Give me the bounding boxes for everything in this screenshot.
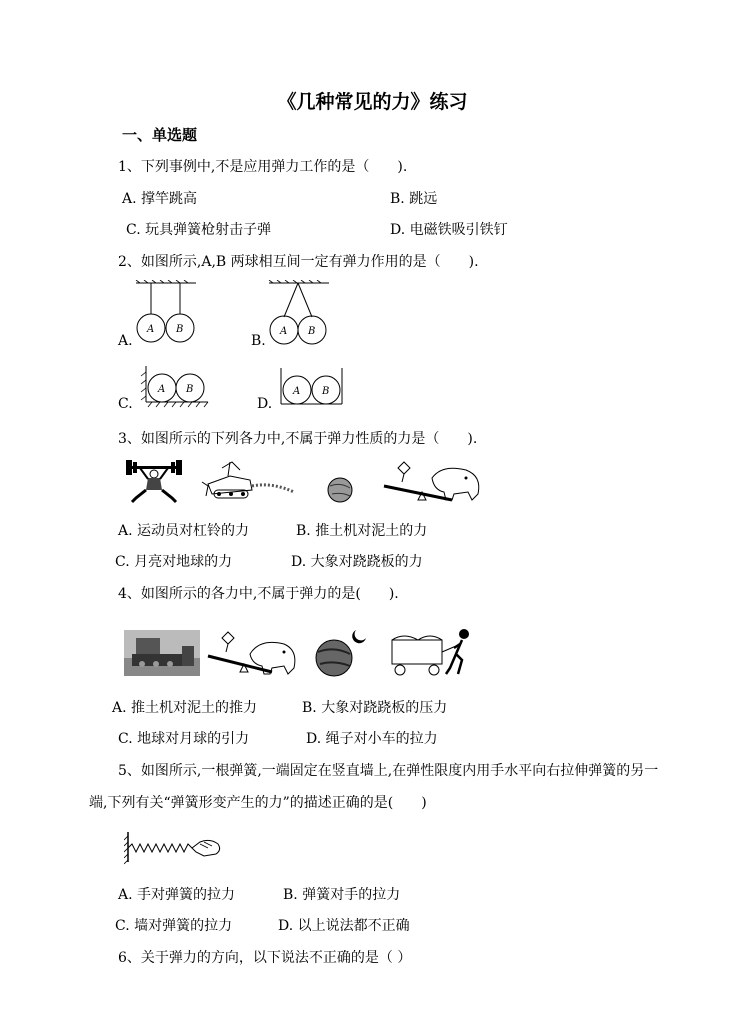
q2-label-c: C. — [118, 396, 133, 412]
weightlifter-icon — [126, 460, 182, 502]
q1-option-a: A. 撑竿跳高 — [122, 191, 198, 207]
question-3-stem: 3、如图所示的下列各力中,不属于弹力性质的力是（ ). — [118, 431, 478, 447]
question-1-stem: 1、下列事例中,不是应用弹力工作的是（ ). — [118, 159, 408, 175]
ball-a-label: A — [147, 324, 155, 335]
bulldozer-photo-icon — [124, 630, 200, 676]
q5-option-a: A. 手对弹簧的拉力 — [118, 887, 236, 903]
q1-option-b: B. 跳远 — [390, 191, 438, 207]
q5-spring-figure — [124, 828, 224, 868]
elephant-seesaw-icon — [384, 462, 479, 500]
q3-option-a: A. 运动员对杠铃的力 — [118, 523, 250, 539]
boy-pulling-cart-icon — [392, 629, 469, 675]
ball-b-label: B — [322, 386, 330, 397]
page-title: 《几种常见的力》练习 — [277, 91, 468, 113]
q2-figure-c — [140, 364, 212, 408]
q4-option-c: C. 地球对月球的引力 — [118, 731, 250, 747]
earth-moon-icon — [328, 464, 362, 502]
question-4-stem: 4、如图所示的各力中,不属于弹力的是( ). — [118, 586, 399, 602]
elephant-seesaw-icon — [208, 632, 295, 674]
q4-illustrations — [122, 620, 482, 680]
q4-option-d: D. 绳子对小车的拉力 — [306, 731, 438, 747]
ball-b-label: B — [186, 384, 194, 395]
q1-option-c: C. 玩具弹簧枪射击子弹 — [126, 222, 272, 238]
q5-option-b: B. 弹簧对手的拉力 — [283, 887, 401, 903]
q5-option-c: C. 墙对弹簧的拉力 — [115, 918, 233, 934]
question-6-stem: 6、关于弹力的方向，以下说法不正确的是（ ） — [118, 950, 412, 966]
q2-figure-b — [265, 280, 335, 346]
q2-label-b: B. — [251, 333, 266, 349]
q4-option-a: A. 推土机对泥土的推力 — [112, 700, 258, 716]
ball-a-label: A — [293, 386, 301, 397]
q2-label-d: D. — [257, 396, 273, 412]
ball-b-label: B — [176, 324, 184, 335]
q5-option-d: D. 以上说法都不正确 — [278, 918, 410, 934]
q3-option-d: D. 大象对跷跷板的力 — [291, 554, 423, 570]
q3-option-c: C. 月亮对地球的力 — [115, 554, 233, 570]
q2-figure-a — [134, 280, 204, 346]
question-5-stem-line1: 5、如图所示,一根弹簧,一端固定在竖直墙上,在弹性限度内用手水平向右拉伸弹簧的另一 — [118, 763, 659, 779]
q4-option-b: B. 大象对跷跷板的压力 — [302, 700, 448, 716]
q2-figure-d — [278, 364, 346, 408]
q2-label-a: A. — [118, 333, 133, 349]
question-5-stem-line2: 端,下列有关“弹簧形变产生的力”的描述正确的是( ) — [89, 795, 427, 811]
section-heading: 一、单选题 — [122, 126, 198, 144]
ball-b-label: B — [308, 326, 316, 337]
earth-moon-icon — [316, 630, 366, 676]
q3-illustrations — [122, 456, 494, 506]
bulldozer-icon — [202, 462, 294, 498]
q3-option-b: B. 推土机对泥土的力 — [296, 523, 428, 539]
question-2-stem: 2、如图所示,A,B 两球相互间一定有弹力作用的是（ ). — [118, 254, 479, 270]
q1-option-d: D. 电磁铁吸引铁钉 — [390, 222, 508, 238]
ball-a-label: A — [158, 384, 166, 395]
ball-a-label: A — [280, 326, 288, 337]
